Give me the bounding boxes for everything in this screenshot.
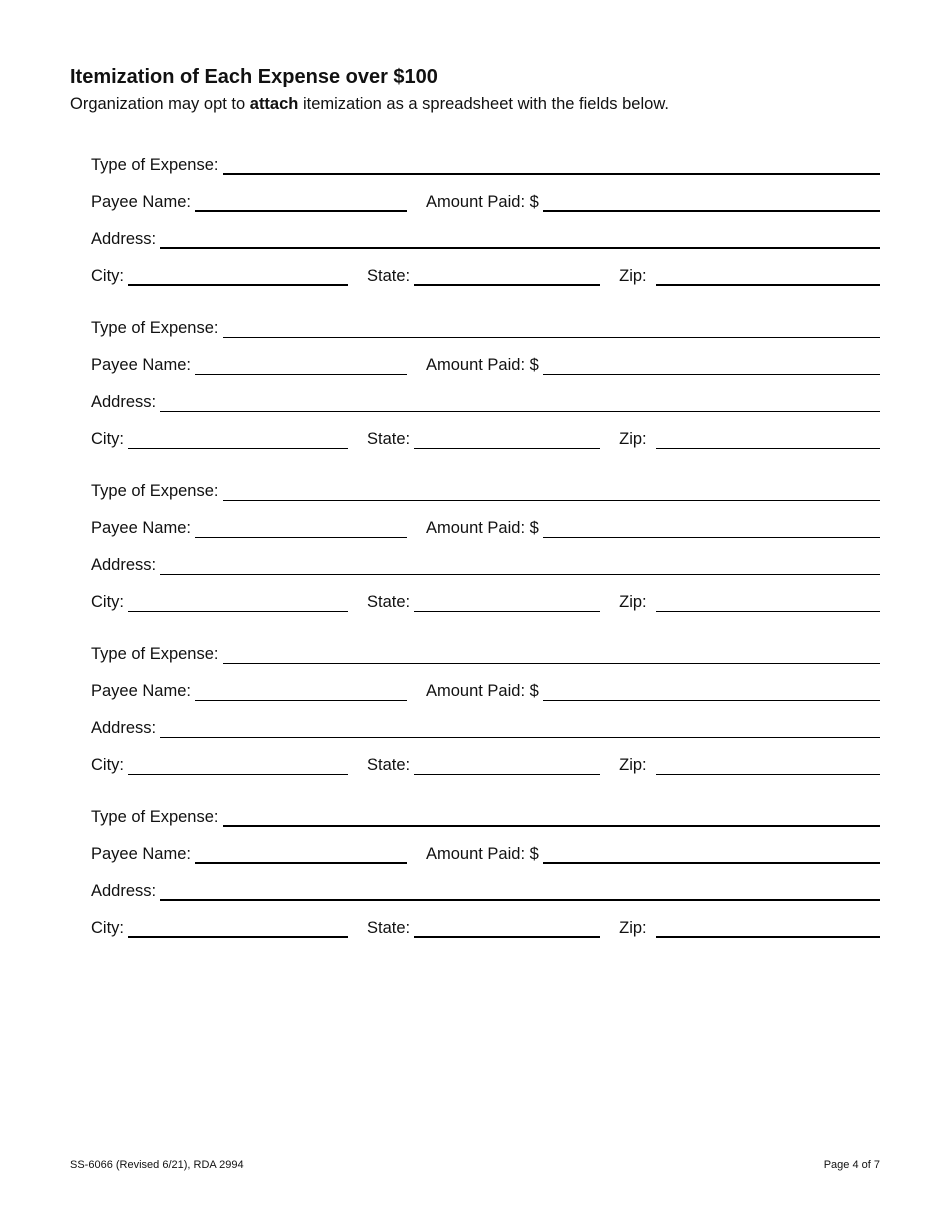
payee-name-label: Payee Name: xyxy=(91,193,191,211)
expense-entry xyxy=(91,790,880,953)
zip-field[interactable] xyxy=(656,429,880,449)
type-of-expense-field[interactable] xyxy=(223,155,881,175)
address-label: Address: xyxy=(91,556,157,574)
payee-name-field[interactable] xyxy=(195,355,407,375)
state-field[interactable] xyxy=(414,918,600,938)
type-of-expense-row xyxy=(91,790,880,827)
address-field[interactable] xyxy=(160,229,880,249)
amount-paid-field[interactable] xyxy=(543,681,880,701)
address-label: Address: xyxy=(91,230,157,248)
state-label: State: xyxy=(367,593,411,611)
address-field[interactable] xyxy=(160,555,880,575)
payee-name-field[interactable] xyxy=(195,681,407,701)
type-of-expense-label: Type of Expense: xyxy=(91,319,219,337)
zip-label: Zip: xyxy=(619,756,647,774)
state-field[interactable] xyxy=(414,755,600,775)
zip-label: Zip: xyxy=(619,593,647,611)
address-field[interactable] xyxy=(160,718,880,738)
address-row xyxy=(91,375,880,412)
city-label: City: xyxy=(91,593,124,611)
zip-label: Zip: xyxy=(619,919,647,937)
expense-entry xyxy=(91,627,880,790)
city-label: City: xyxy=(91,919,124,937)
amount-paid-field[interactable] xyxy=(543,192,880,212)
state-label: State: xyxy=(367,267,411,285)
state-field[interactable] xyxy=(414,266,600,286)
payee-amount-row xyxy=(91,664,880,701)
amount-paid-field[interactable] xyxy=(543,355,880,375)
zip-field[interactable] xyxy=(656,755,880,775)
type-of-expense-row xyxy=(91,464,880,501)
city-field[interactable] xyxy=(128,266,348,286)
payee-amount-row xyxy=(91,338,880,375)
city-label: City: xyxy=(91,267,124,285)
amount-paid-field[interactable] xyxy=(543,844,880,864)
city-field[interactable] xyxy=(128,918,348,938)
city-label: City: xyxy=(91,430,124,448)
address-label: Address: xyxy=(91,719,157,737)
amount-paid-label: Amount Paid: $ xyxy=(425,682,539,700)
payee-name-field[interactable] xyxy=(195,844,407,864)
zip-label: Zip: xyxy=(619,430,647,448)
payee-name-field[interactable] xyxy=(195,518,407,538)
address-row xyxy=(91,864,880,901)
type-of-expense-field[interactable] xyxy=(223,807,881,827)
address-field[interactable] xyxy=(160,881,880,901)
payee-name-label: Payee Name: xyxy=(91,356,191,374)
address-row xyxy=(91,212,880,249)
payee-name-label: Payee Name: xyxy=(91,519,191,537)
expense-entries xyxy=(91,138,880,953)
type-of-expense-label: Type of Expense: xyxy=(91,156,219,174)
payee-amount-row xyxy=(91,827,880,864)
city-state-zip-row xyxy=(91,575,880,612)
page-number: Page 4 of 7 xyxy=(823,1159,880,1171)
city-state-zip-row xyxy=(91,901,880,938)
payee-amount-row xyxy=(91,501,880,538)
zip-field[interactable] xyxy=(656,918,880,938)
amount-paid-label: Amount Paid: $ xyxy=(425,193,539,211)
amount-paid-label: Amount Paid: $ xyxy=(425,519,539,537)
instructions xyxy=(70,95,669,114)
state-label: State: xyxy=(367,430,411,448)
city-field[interactable] xyxy=(128,755,348,775)
payee-amount-row xyxy=(91,175,880,212)
type-of-expense-row xyxy=(91,138,880,175)
payee-name-field[interactable] xyxy=(195,192,407,212)
city-state-zip-row xyxy=(91,412,880,449)
amount-paid-field[interactable] xyxy=(543,518,880,538)
state-label: State: xyxy=(367,919,411,937)
address-field[interactable] xyxy=(160,392,880,412)
expense-entry xyxy=(91,464,880,627)
amount-paid-label: Amount Paid: $ xyxy=(425,356,539,374)
city-state-zip-row xyxy=(91,738,880,775)
type-of-expense-row xyxy=(91,301,880,338)
type-of-expense-row xyxy=(91,627,880,664)
instructions-text-start: Organization may opt to xyxy=(70,95,250,113)
zip-field[interactable] xyxy=(656,592,880,612)
state-field[interactable] xyxy=(414,592,600,612)
type-of-expense-label: Type of Expense: xyxy=(91,645,219,663)
expense-entry xyxy=(91,301,880,464)
address-label: Address: xyxy=(91,393,157,411)
instructions-text-end: itemization as a spreadsheet with the fields below. xyxy=(298,95,669,113)
type-of-expense-field[interactable] xyxy=(223,481,881,501)
type-of-expense-field[interactable] xyxy=(223,318,881,338)
expense-entry xyxy=(91,138,880,301)
city-label: City: xyxy=(91,756,124,774)
address-row xyxy=(91,701,880,738)
city-field[interactable] xyxy=(128,592,348,612)
state-field[interactable] xyxy=(414,429,600,449)
address-row xyxy=(91,538,880,575)
instructions-bold-attach: attach xyxy=(249,95,299,113)
type-of-expense-field[interactable] xyxy=(223,644,881,664)
payee-name-label: Payee Name: xyxy=(91,845,191,863)
city-field[interactable] xyxy=(128,429,348,449)
zip-field[interactable] xyxy=(656,266,880,286)
address-label: Address: xyxy=(91,882,157,900)
state-label: State: xyxy=(367,756,411,774)
page-title: Itemization of Each Expense over $100 xyxy=(70,66,438,88)
city-state-zip-row xyxy=(91,249,880,286)
type-of-expense-label: Type of Expense: xyxy=(91,482,219,500)
amount-paid-label: Amount Paid: $ xyxy=(425,845,539,863)
zip-label: Zip: xyxy=(619,267,647,285)
payee-name-label: Payee Name: xyxy=(91,682,191,700)
type-of-expense-label: Type of Expense: xyxy=(91,808,219,826)
form-identifier: SS-6066 (Revised 6/21), RDA 2994 xyxy=(70,1159,244,1171)
